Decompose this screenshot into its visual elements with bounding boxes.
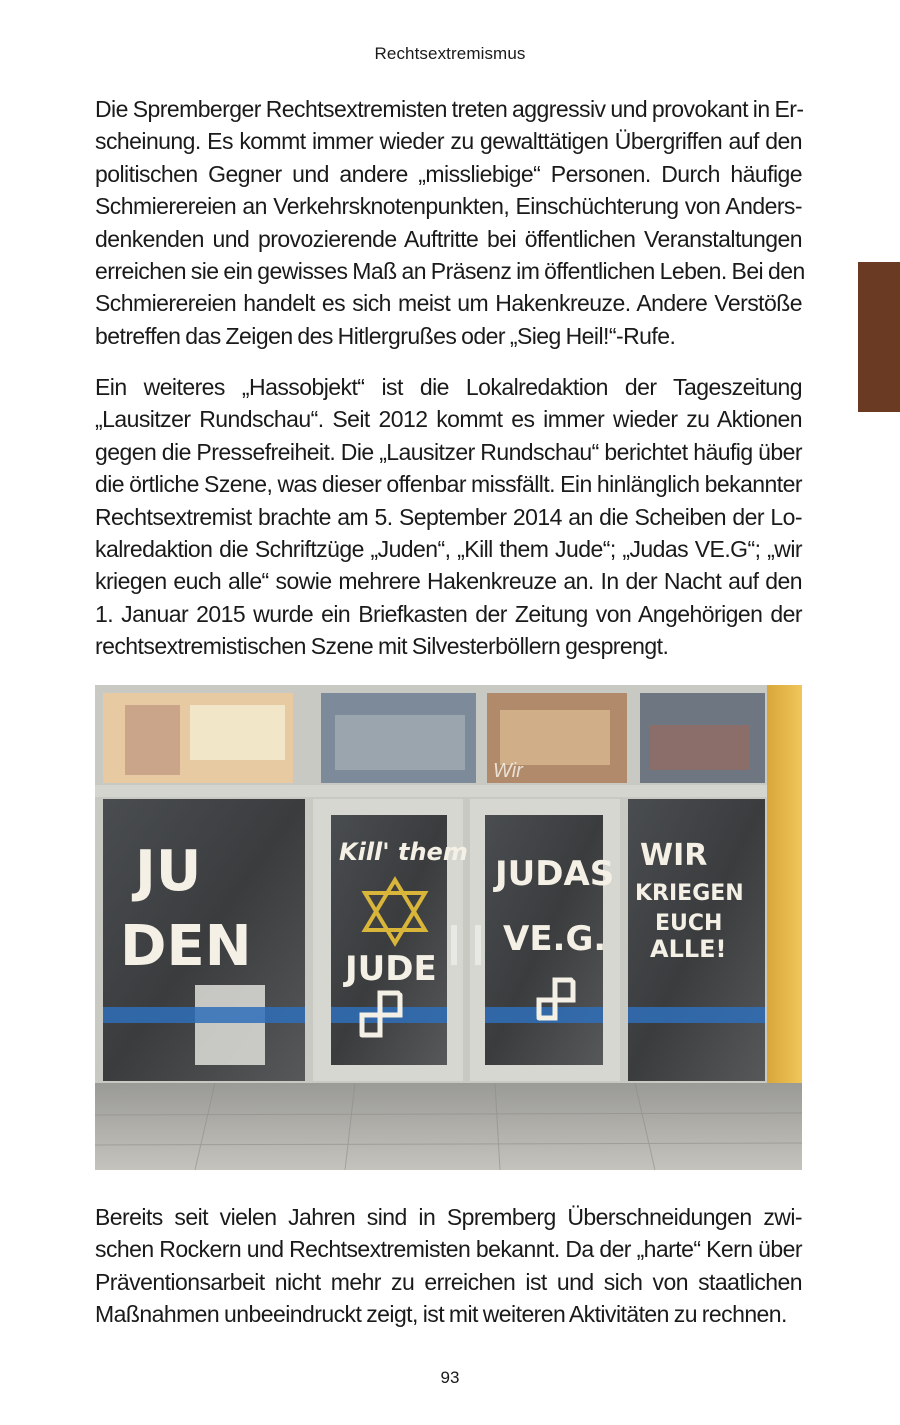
storefront-graffiti-photo <box>95 685 802 1170</box>
graffiti-door-left-2: JUDE <box>345 949 437 989</box>
graffiti-right-3: EUCH <box>655 911 723 936</box>
text-line: scheinung. Es kommt immer wieder zu gewalttätigen Übergriffen auf den <box>95 128 802 155</box>
running-header: Rechtsextremismus <box>374 44 526 63</box>
graffiti-door-right-2: VE.G. <box>503 919 607 959</box>
paragraph-2 <box>95 371 802 663</box>
text-line: denkenden und provozierende Auftritte bei öffentlichen Veranstaltungen <box>95 225 802 252</box>
text-line: Schmierereien an Verkehrsknotenpunkten, Einschüchterung von Anders- <box>95 193 802 220</box>
graffiti-right-1: WIR <box>640 838 708 873</box>
paragraph-3 <box>95 1201 802 1331</box>
text-line: schen Rockern und Rechtsextremisten bekannt. Da der „harte“ Kern über <box>95 1236 802 1263</box>
text-line: kriegen euch alle“ sowie mehrere Hakenkreuze an. In der Nacht auf den <box>95 568 802 595</box>
graffiti-right-2: KRIEGEN <box>635 881 744 906</box>
text-line: Präventionsarbeit nicht mehr zu erreichen ist und sich von staatlichen <box>95 1268 802 1295</box>
text-line: „Lausitzer Rundschau“. Seit 2012 kommt es immer wieder zu Aktionen <box>95 406 802 433</box>
text-line: Bereits seit vielen Jahren sind in Spremberg Überschneidungen zwi- <box>95 1204 802 1230</box>
graffiti-door-left-1: Kill' them <box>339 838 468 866</box>
text-line: kalredaktion die Schriftzüge „Juden“, „Kill them Jude“; „Judas VE.G“; „wir <box>95 536 802 563</box>
text-line: die örtliche Szene, was dieser offenbar missfällt. Ein hinlänglich bekannter <box>95 471 802 498</box>
text-line: 1. Januar 2015 wurde ein Briefkasten der Zeitung von Angehörigen der <box>95 600 802 627</box>
text-line: rechtsextremistischen Szene mit Silvesterböllern gesprengt. <box>95 633 669 660</box>
text-line: Schmierereien handelt es sich meist um Hakenkreuze. Andere Verstöße <box>95 290 802 317</box>
graffiti-left-2: DEN <box>120 914 252 979</box>
graffiti-top-small: Wir <box>493 760 523 782</box>
text-line: politischen Gegner und andere „missliebige“ Personen. Durch häufige <box>95 160 802 187</box>
page-number: 93 <box>440 1368 460 1387</box>
text-line: betreffen das Zeigen des Hitlergrußes oder „Sieg Heil!“-Rufe. <box>95 322 676 349</box>
graffiti-right-4: ALLE! <box>650 935 727 963</box>
text-line: Rechtsextremist brachte am 5. September 2014 an die Scheiben der Lo- <box>95 503 802 530</box>
text-line: gegen die Pressefreiheit. Die „Lausitzer Rundschau“ berichtet häufig über <box>95 438 802 465</box>
text-line: Maßnahmen unbeeindruckt zeigt, ist mit weiteren Aktivitäten zu rechnen. <box>95 1301 787 1328</box>
text-line: erreichen sie ein gewisses Maß an Präsenz im öffentlichen Leben. Bei den <box>95 258 805 285</box>
text-line: Die Spremberger Rechtsextremisten treten aggressiv und provokant in Er- <box>95 96 804 122</box>
paragraph-1 <box>95 93 805 352</box>
graffiti-door-right-1: JUDAS <box>495 854 615 894</box>
graffiti-left-1: JU <box>135 839 202 904</box>
text-line: Ein weiteres „Hassobjekt“ ist die Lokalredaktion der Tageszeitung <box>95 374 802 400</box>
chapter-thumb-tab <box>858 262 900 412</box>
